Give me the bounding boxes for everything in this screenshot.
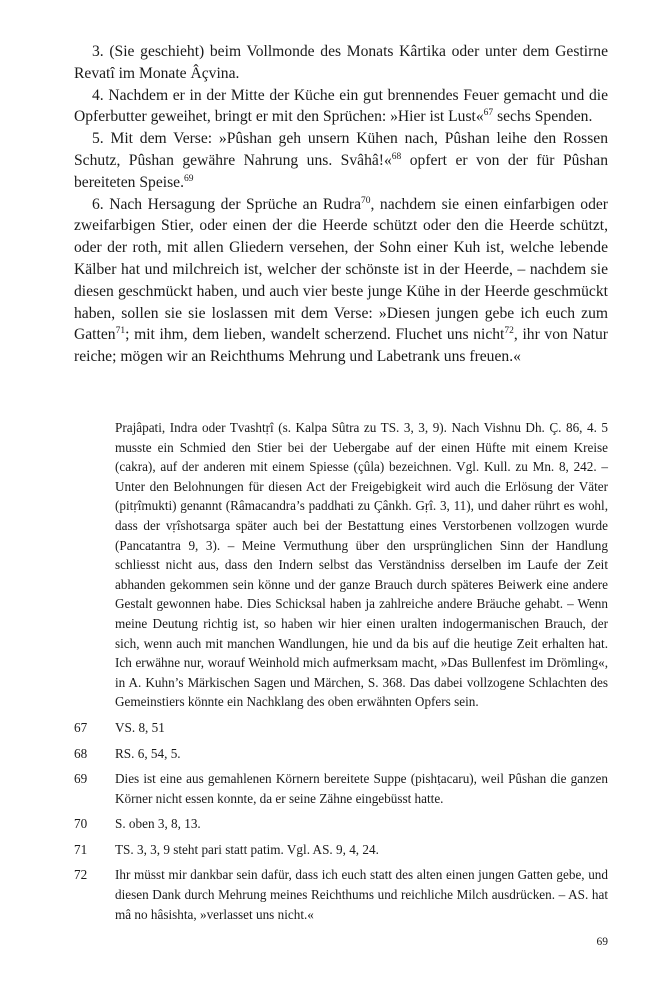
- footnote-72: [74, 865, 608, 924]
- footnote-68: [74, 744, 608, 764]
- footnotes: [74, 418, 608, 930]
- paragraph-6: [74, 194, 608, 368]
- footnote-69: [74, 769, 608, 808]
- footnote-number: 72: [74, 867, 88, 883]
- footnote-ref-71[interactable]: 71: [115, 326, 126, 337]
- footnote-number: 67: [74, 719, 88, 735]
- main-text: [74, 41, 608, 368]
- footnote-ref-72[interactable]: 72: [504, 326, 514, 337]
- footnote-number: 70: [74, 816, 88, 832]
- paragraph-text: , nachdem sie einen einfarbigen oder zweifarbigen Stier, oder einen der die Heerde schützt oder den die Heerde schützt, oder der roth, mit allen Gliedern versehen, der Sohn einer Kuh ist, welche lebende Kälber hat und milchreich ist, welcher der schönste ist in der Heerde, – nachdem sie diesen geschmückt haben, und auch vier beste junge Kühe in der Heerde geschmückt haben, sollen sie sie loslassen mit dem Verse: »Diesen jungen gebe ich euch zum Gatten: [74, 195, 608, 344]
- footnote-ref-67[interactable]: 67: [483, 108, 494, 119]
- footnote-70: [74, 814, 608, 834]
- footnote-67: [74, 718, 608, 738]
- footnote-text: S. oben 3, 8, 13.: [115, 816, 201, 832]
- paragraph-4: [74, 85, 608, 129]
- paragraph-text: 5. Mit dem Verse: »Pûshan geh unsern Kühen nach, Pûshan leihe den Rossen Schutz, Pûshan gewähre Nahrung uns. Svâhâ!«: [74, 130, 608, 169]
- footnote-text: Ihr müsst mir dankbar sein dafür, dass ich euch statt des alten einen jungen Gatten gebe, und diesen Dank durch Mehrung meines Reichthums und reichliche Milch ausdrücken. – AS. hat mâ no hâsishta, »verlasset uns nicht.«: [115, 867, 608, 922]
- paragraph-3: [74, 41, 608, 85]
- footnote-continuation: Prajâpati, Indra oder Tvashtṛî (s. Kalpa Sûtra zu TS. 3, 3, 9). Nach Vishnu Dh. Ç. 86, 4. 5 musste ein Schmied den Stier bei der Uebergabe auf der einen Hüfte mit einem Kreise (cakra), auf der anderen mit einem Spiesse (çûla) bezeichnen. Vgl. Kull. zu Mn. 8, 242. – Unter den Belohnungen für diesen Act der Freigebigkeit wird auch die Erlösung der Väter (pitṛîmukti) genannt (Râmacandra’s paddhati zu Çânkh. Gṛî. 3, 11), und daher rührt es wohl, dass der vṛîshotsarga später auch bei der Bestattung eines Verstorbenen vollzogen wurde (Pancatantra 9, 3). – Meine Vermuthung über den ursprünglichen Sinn der Handlung schliesst nicht aus, dass den Indern selbst das Verständniss derselben im Laufe der Zeit abhanden gekommen sein könne und der ganze Brauch durch späteres Beiwerk eine andere Gestalt gewonnen habe. Dies Schicksal haben ja zahlreiche andere Bräuche gehabt. – Wenn meine Deutung richtig ist, so haben wir hier einen uralten indogermanischen Brauch, der sich, wenn auch mit manchen Wandlungen, hie und da bis auf die heutige Zeit erhalten hat. Ich erwähne nur, worauf Weinhold mich aufmerksam macht, »Das Bullenfest im Drömling«, in A. Kuhn’s Märkischen Sagen und Märchen, S. 368. Das dabei vollzogene Schlachten des Gemeinstiers könnte ein Nachklang des oben erwähnten Opfers sein.: [115, 420, 608, 710]
- footnote-number: 69: [74, 771, 88, 787]
- footnote-number: 68: [74, 745, 88, 761]
- paragraph-5: [74, 128, 608, 193]
- footnote-text: RS. 6, 54, 5.: [115, 745, 181, 761]
- paragraph-text: 6. Nach Hersagung der Sprüche an Rudra: [92, 195, 361, 213]
- paragraph-text: 3. (Sie geschieht) beim Vollmonde des Monats Kârtika oder unter dem Gestirne Revatî im Monate Âçvina.: [74, 43, 608, 82]
- paragraph-text: ; mit ihm, dem lieben, wandelt scherzend. Fluchet uns nicht: [125, 326, 505, 344]
- footnote-text: TS. 3, 3, 9 steht pari statt patim. Vgl. AS. 9, 4, 24.: [115, 841, 379, 857]
- paragraph-text: opfert er von der für Pûshan bereiteten Speise.: [74, 151, 608, 191]
- paragraph-text: , ihr von Natur reiche; mögen wir an Reichthums Mehrung und Labetrank uns freuen.«: [74, 326, 608, 366]
- paragraph-text: 4. Nachdem er in der Mitte der Küche ein gut brennendes Feuer gemacht und die Opferbutter geweihet, bringt er mit den Sprüchen: »Hier ist Lust«: [74, 86, 608, 126]
- footnote-number: 71: [74, 841, 88, 857]
- footnote-ref-70[interactable]: 70: [361, 195, 371, 206]
- footnote-ref-69[interactable]: 69: [183, 173, 194, 184]
- page-number: 69: [596, 936, 608, 948]
- footnote-text: VS. 8, 51: [115, 719, 165, 735]
- footnote-text: Dies ist eine aus gemahlenen Körnern bereitete Suppe (pishṭacaru), weil Pûshan die ganzen Körner nicht essen konnte, da er seine Zähne eingebüsst hatte.: [115, 771, 608, 806]
- footnote-71: [74, 840, 608, 860]
- paragraph-text: sechs Spenden.: [493, 108, 593, 126]
- footnote-ref-68[interactable]: 68: [391, 151, 402, 162]
